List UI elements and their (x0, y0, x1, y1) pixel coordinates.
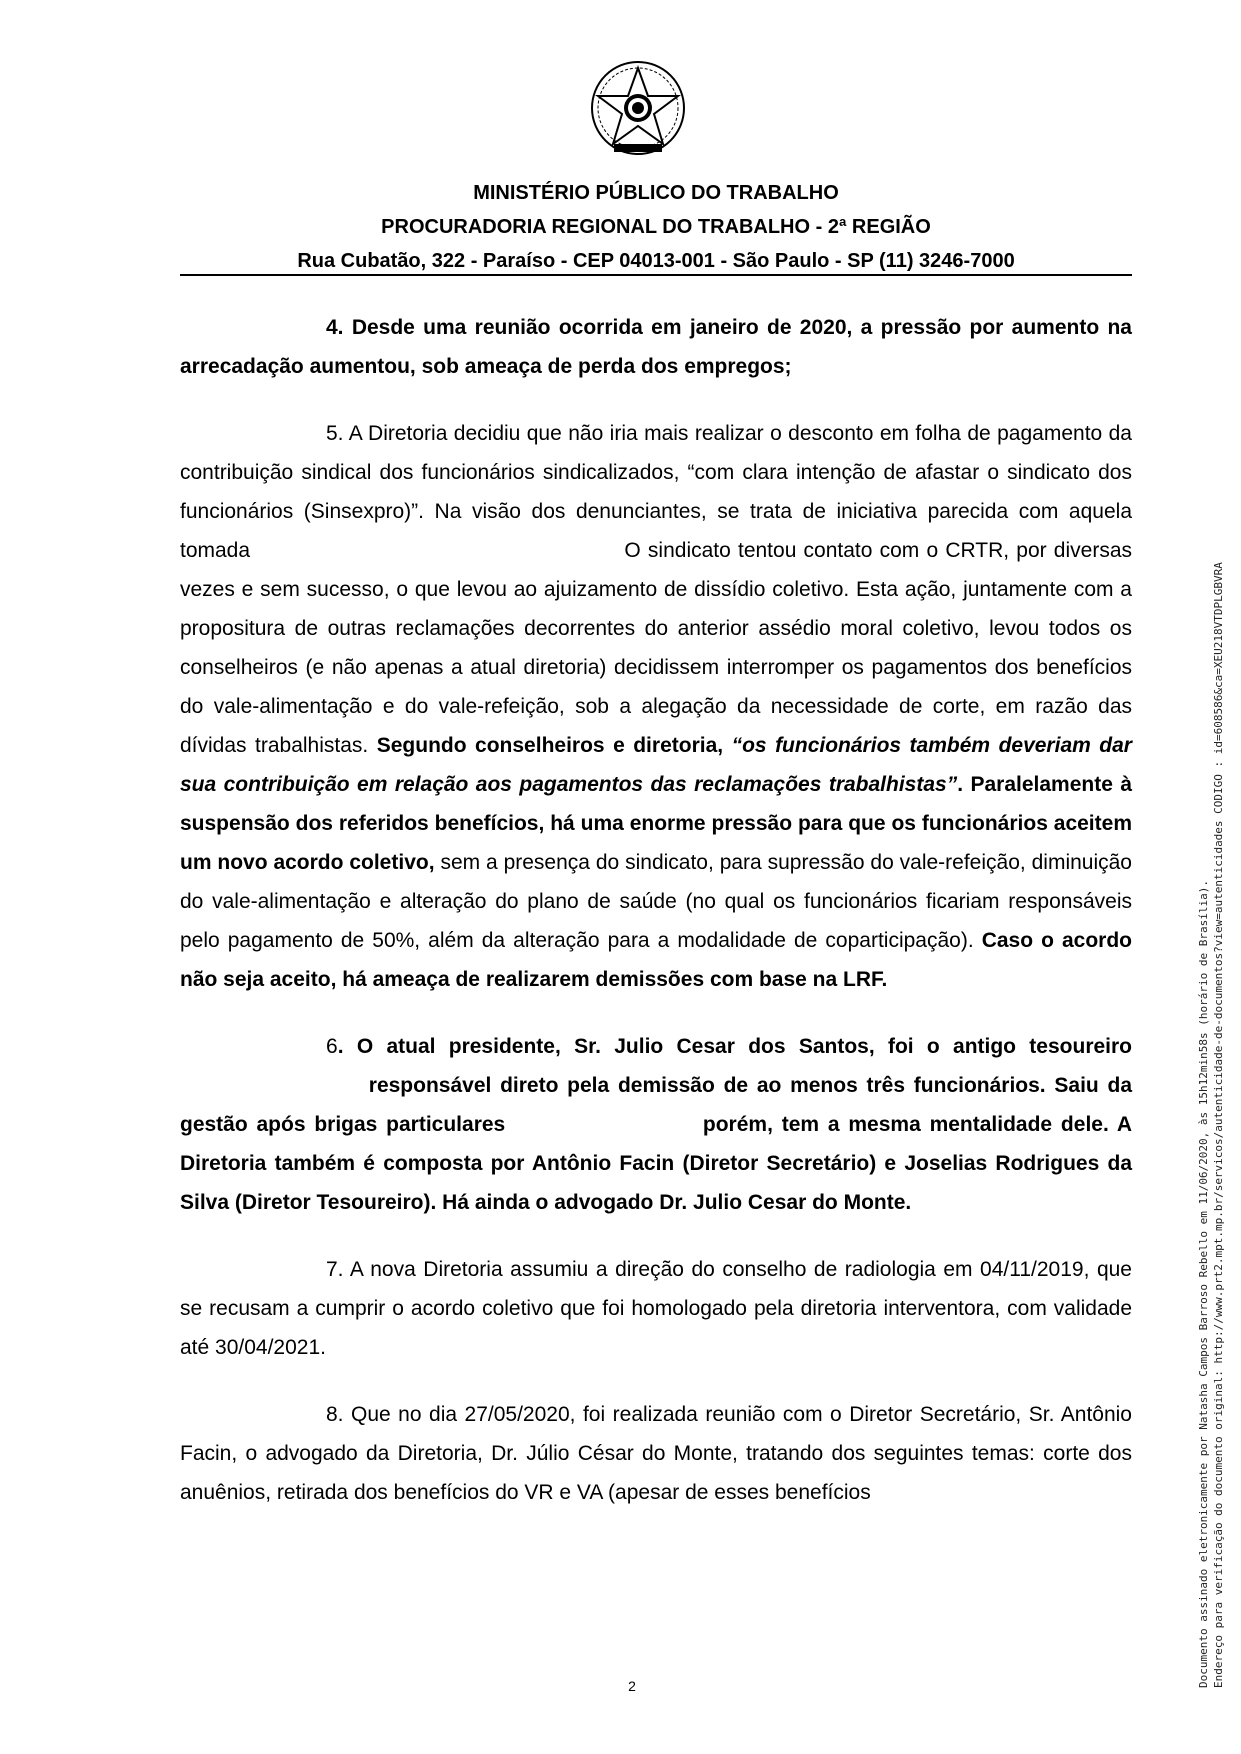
p6-text-a: . O atual presidente, Sr. Julio Cesar dos Santos, foi o antigo tesoureiro (337, 1035, 1132, 1058)
verification-url-line: Endereço para verificação do documento original: http://www.prt2.mpt.mp.br/servicos/autenticidade-de-documentos?view=autenticidades CODIGO : id=608586&ca=XEU218VTDPLGBVRA (1212, 562, 1225, 1688)
p5-bold-italic-quote: “os funcionários também deveriam dar sua contribuição em relação aos pagamentos das reclamações trabalhistas” (180, 734, 1132, 796)
signature-line: Documento assinado eletronicamente por Natasha Campos Barroso Rebello em 11/06/2020, às 15h12min58s (horário de Brasília). (1197, 880, 1210, 1688)
p5-bold-1: Segundo conselheiros e diretoria, (376, 734, 724, 757)
page-number: 2 (628, 1678, 636, 1694)
header-rule (180, 274, 1132, 276)
paragraph-4: 4. Desde uma reunião ocorrida em janeiro de 2020, a pressão por aumento na arrecadação aumentou, sob ameaça de perda dos empregos; (180, 316, 1132, 378)
electronic-signature-stamp (1196, 388, 1226, 1688)
header-institution: MINISTÉRIO PÚBLICO DO TRABALHO (473, 182, 839, 204)
document-body (180, 308, 1132, 1540)
paragraph-7: 7. A nova Diretoria assumiu a direção do conselho de radiologia em 04/11/2019, que se recusam a cumprir o acordo coletivo que foi homologado pela diretoria interventora, com validade até 30/04/2021. (180, 1258, 1132, 1359)
paragraph-5 (180, 414, 1132, 999)
p5-text-3: sem a presença do sindicato, para supressão do vale-refeição, diminuição do vale-alimentação e alteração do plano de saúde (no qual os funcionários ficariam responsáveis pelo pagamento de 50%, além da alteração para a modalidade de coparticipação). (180, 851, 1132, 952)
p5-bold-3: Caso o acordo não seja aceito, há ameaça de realizarem demissões com base na LRF. (180, 929, 1132, 991)
paragraph-6 (180, 1027, 1132, 1222)
p6-text-b: responsável direto pela demissão de ao menos três funcionários. Saiu da gestão após brigas particulares (180, 1074, 1132, 1136)
coat-of-arms-seal (588, 58, 688, 158)
letterhead (180, 176, 1132, 278)
header-address: Rua Cubatão, 322 - Paraíso - CEP 04013-001 - São Paulo - SP (11) 3246-7000 (297, 250, 1015, 272)
header-office: PROCURADORIA REGIONAL DO TRABALHO - 2ª REGIÃO (381, 216, 931, 238)
p5-text-2: O sindicato tentou contato com o CRTR, por diversas vezes e sem sucesso, o que levou ao ajuizamento de dissídio coletivo. Esta ação, juntamente com a propositura de outras reclamações decorrentes do anterior assédio moral coletivo, levou todos os conselheiros (e não apenas a atual diretoria) decidissem interromper os pagamentos dos benefícios do vale-alimentação e do vale-refeição, sob a alegação da necessidade de corte, em razão das dívidas trabalhistas. (180, 539, 1133, 757)
p5-bold-2: . Paralelamente à suspensão dos referidos benefícios, há uma enorme pressão para que os funcionários aceitem um novo acordo coletivo, (180, 773, 1132, 874)
p5-text-1: 5. A Diretoria decidiu que não iria mais realizar o desconto em folha de pagamento da contribuição sindical dos funcionários sindicalizados, “com clara intenção de afastar o sindicato dos funcionários (Sinsexpro)”. Na visão dos denunciantes, se trata de iniciativa parecida com aquela tomada (180, 422, 1132, 562)
paragraph-8: 8. Que no dia 27/05/2020, foi realizada reunião com o Diretor Secretário, Sr. Antônio Facin, o advogado da Diretoria, Dr. Júlio César do Monte, tratando dos seguintes temas: corte dos anuênios, retirada dos benefícios do VR e VA (apesar de esses benefícios (180, 1403, 1132, 1504)
p6-number: 6 (326, 1035, 338, 1058)
p6-text-c: porém, tem a mesma mentalidade dele. A Diretoria também é composta por Antônio Facin (Diretor Secretário) e Joselias Rodrigues da Silva (Diretor Tesoureiro). Há ainda o advogado Dr. Julio Cesar do Monte. (180, 1113, 1132, 1214)
